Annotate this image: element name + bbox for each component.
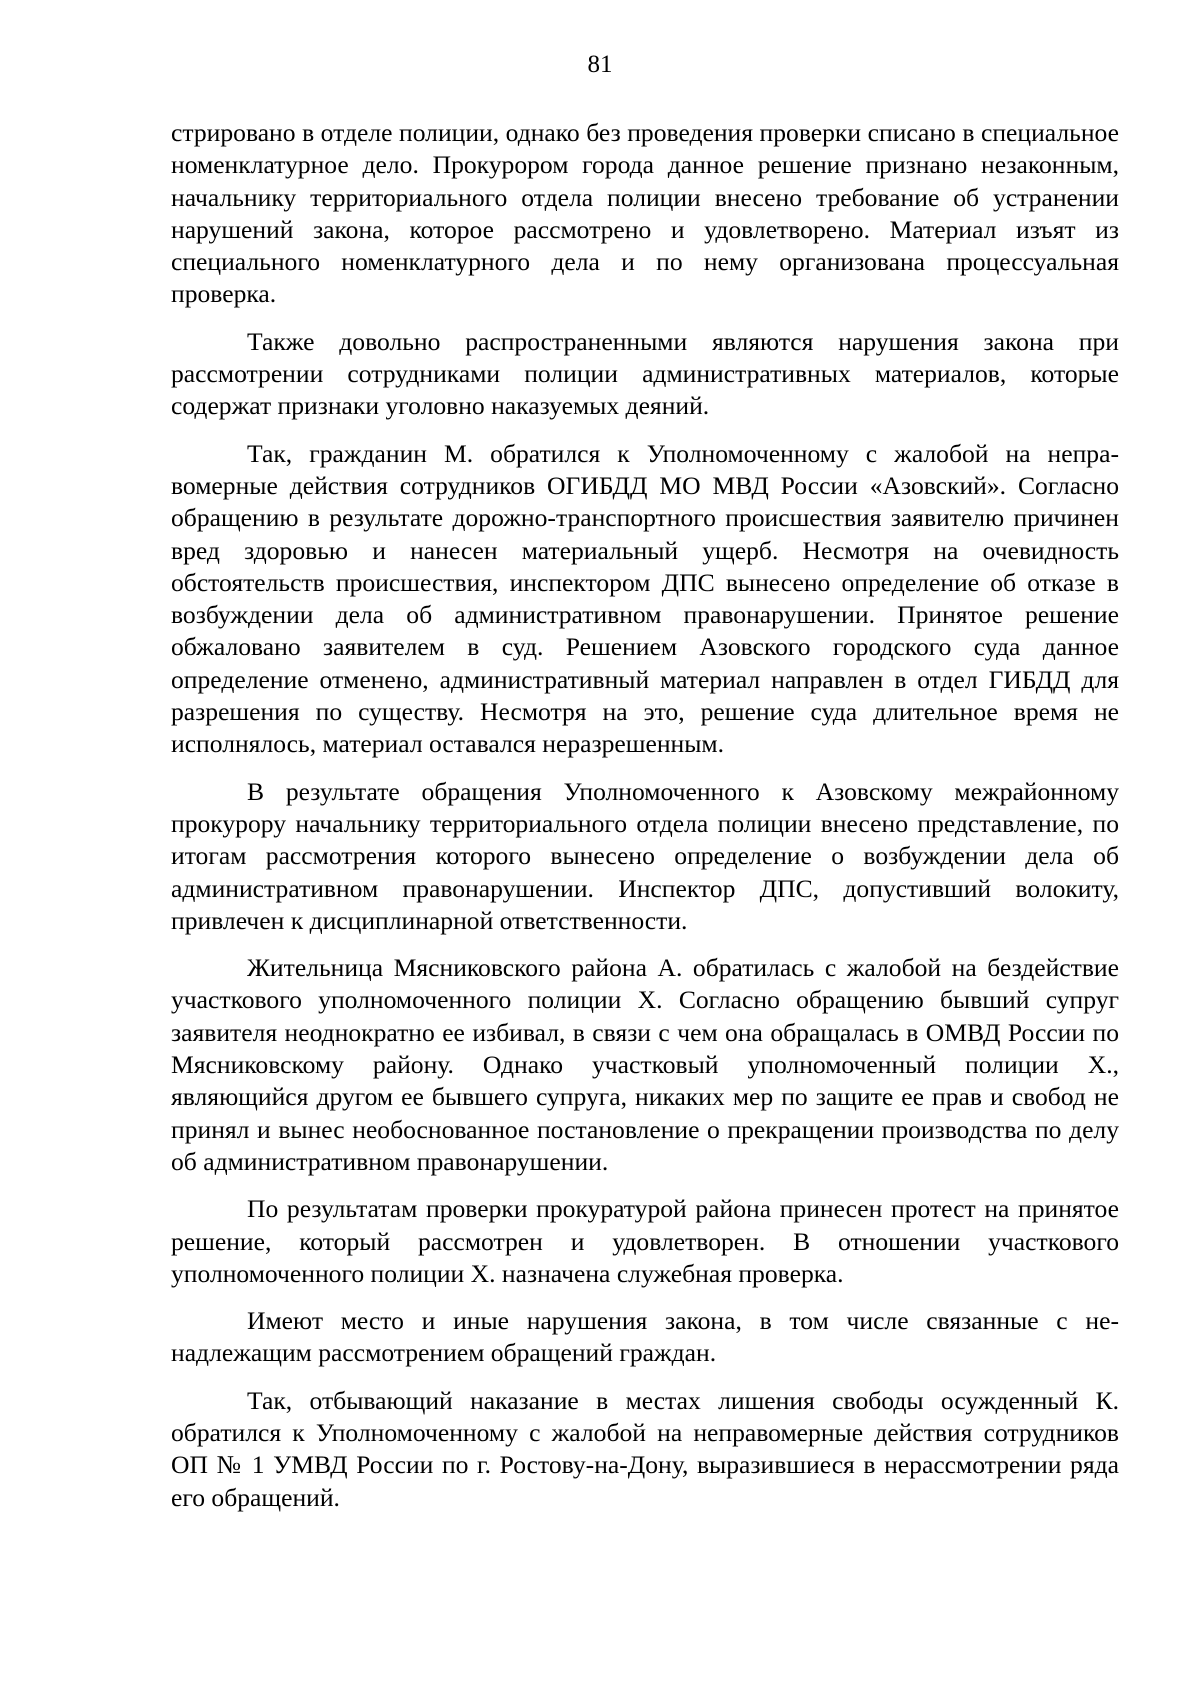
document-body <box>171 117 1119 1529</box>
page-number: 81 <box>587 51 613 78</box>
paragraph: Имеют место и иные нарушения закона, в том числе связанные с ненадлежащим рассмотрением обращений граждан. <box>171 1306 1119 1368</box>
paragraph: В результате обращения Уполномоченного к Азовскому межрайонному прокурору начальнику территориального отдела полиции внесено представление, по итогам рассмотрения которого вынесено определение о возбуждении дела об административном правонарушении. Инспектор ДПС, допустивший волокиту, привлечен к дисциплинарной ответственности. <box>171 776 1119 935</box>
paragraph: Также довольно распространенными являются нарушения закона при рассмотрении сотрудниками полиции административных материалов, которые содержат признаки уголовно наказуемых деяний. <box>171 326 1119 421</box>
paragraph: Так, отбывающий наказание в местах лишения свободы осужденный К. обратился к Уполномоченному с жалобой на неправомерные действия сотрудников ОП № 1 УМВД России по г. Ростову-на-Дону, выразившиеся в нерассмотрении ряда его обращений. <box>171 1385 1119 1512</box>
paragraph-continuation: стрировано в отделе полиции, однако без проведения проверки списано в специальное номенклатурное дело. Прокурором города данное решение признано незаконным, начальнику территориального отдела полиции внесено требование об устранении нарушений закона, которое рассмотрено и удовлетворено. Материал изъят из специального номенклатурного дела и по нему организована процессуальная проверка. <box>171 118 1119 309</box>
paragraph: Так, гражданин М. обратился к Уполномоченному с жалобой на неправомерные действия сотрудников ОГИБДД МО МВД России «Азовский». Согласно обращению в результате дорожно-транспортного происшествия заявителю причинен вред здоровью и нанесен материальный ущерб. Несмотря на очевидность обстоятельств происшествия, инспектором ДПС вынесено определение об отказе в возбуждении дела об административном правонарушении. Принятое решение обжаловано заявителем в суд. Решением Азовского городского суда данное определение отменено, административный материал направлен в отдел ГИБДД для разрешения по существу. Несмотря на это, решение суда длительное время не исполнялось, материал оставался неразрешенным. <box>171 438 1119 759</box>
paragraph: Жительница Мясниковского района А. обратилась с жалобой на бездействие участкового уполномоченного полиции Х. Согласно обращению бывший супруг заявителя неоднократно ее избивал, в связи с чем она обращалась в ОМВД России по Мясниковскому району. Однако участковый уполномоченный полиции Х., являющийся другом ее бывшего супруга, никаких мер по защите ее прав и свобод не принял и вынес необоснованное постановление о прекращении производства по делу об административном правонарушении. <box>171 953 1119 1176</box>
paragraph: По результатам проверки прокуратурой района принесен протест на принятое решение, который рассмотрен и удовлетворен. В отношении участкового уполномоченного полиции Х. назначена служебная проверка. <box>171 1194 1119 1288</box>
